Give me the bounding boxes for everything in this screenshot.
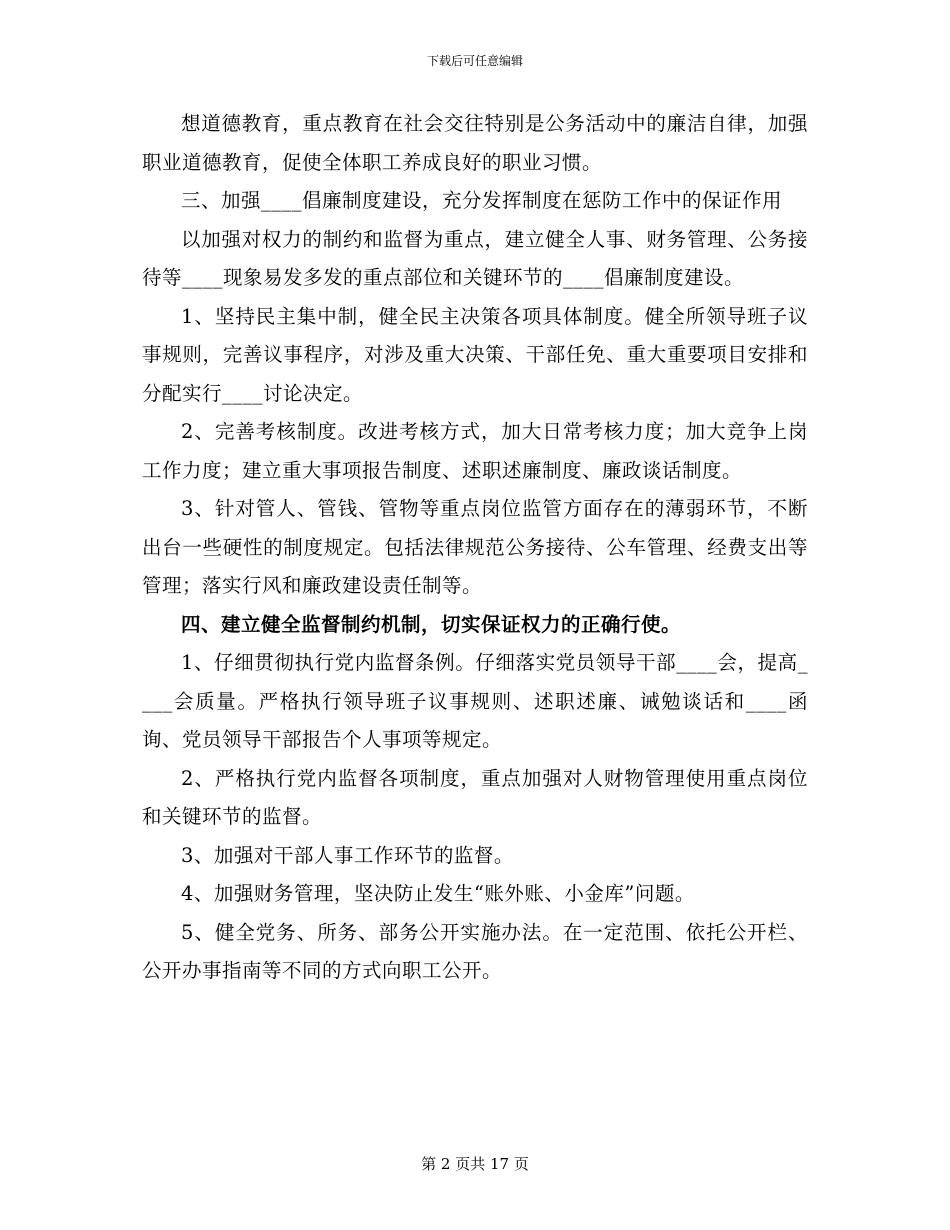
page-footer: 第 2 页共 17 页 xyxy=(421,1155,529,1173)
paragraph: 以加强对权力的制约和监督为重点，建立健全人事、财务管理、公务接待等____现象易发多发的重点部位和关键环节的____倡廉制度建设。 xyxy=(142,227,808,289)
section-heading: 三、加强____倡廉制度建设，充分发挥制度在惩防工作中的保证作用 xyxy=(181,189,783,212)
section-heading: 四、建立健全监督制约机制，切实保证权力的正确行使。 xyxy=(181,612,682,636)
list-item: 2、完善考核制度。改进考核方式，加大日常考核力度；加大竞争上岗工作力度；建立重大事项报告制度、述职述廉制度、廉政谈话制度。 xyxy=(142,420,808,482)
list-item: 3、针对管人、管钱、管物等重点岗位监管方面存在的薄弱环节，不断出台一些硬性的制度规定。包括法律规范公务接待、公车管理、经费支出等管理；落实行风和廉政建设责任制等。 xyxy=(142,497,808,597)
list-item: 1、坚持民主集中制，健全民主决策各项具体制度。健全所领导班子议事规则，完善议事程序，对涉及重大决策、干部任免、重大重要项目安排和分配实行____讨论决定。 xyxy=(142,304,808,405)
list-item: 2、严格执行党内监督各项制度，重点加强对人财物管理使用重点岗位和关键环节的监督。 xyxy=(142,766,808,828)
list-item: 1、仔细贯彻执行党内监督条例。仔细落实党员领导干部____会，提高____会质量。严格执行领导班子议事规则、述职述廉、诫勉谈话和____函询、党员领导干部报告个人事项等规定。 xyxy=(142,651,808,751)
list-item: 5、健全党务、所务、部务公开实施办法。在一定范围、依托公开栏、公开办事指南等不同的方式向职工公开。 xyxy=(142,920,808,982)
list-item: 3、加强对干部人事工作环节的监督。 xyxy=(181,843,514,867)
document-body xyxy=(142,105,808,991)
paragraph: 想道德教育，重点教育在社会交往特别是公务活动中的廉洁自律，加强职业道德教育，促使全体职工养成良好的职业习惯。 xyxy=(142,112,808,174)
list-item: 4、加强财务管理，坚决防止发生“账外账、小金库”问题。 xyxy=(181,882,695,905)
page-header: 下载后可任意编辑 xyxy=(426,54,523,68)
